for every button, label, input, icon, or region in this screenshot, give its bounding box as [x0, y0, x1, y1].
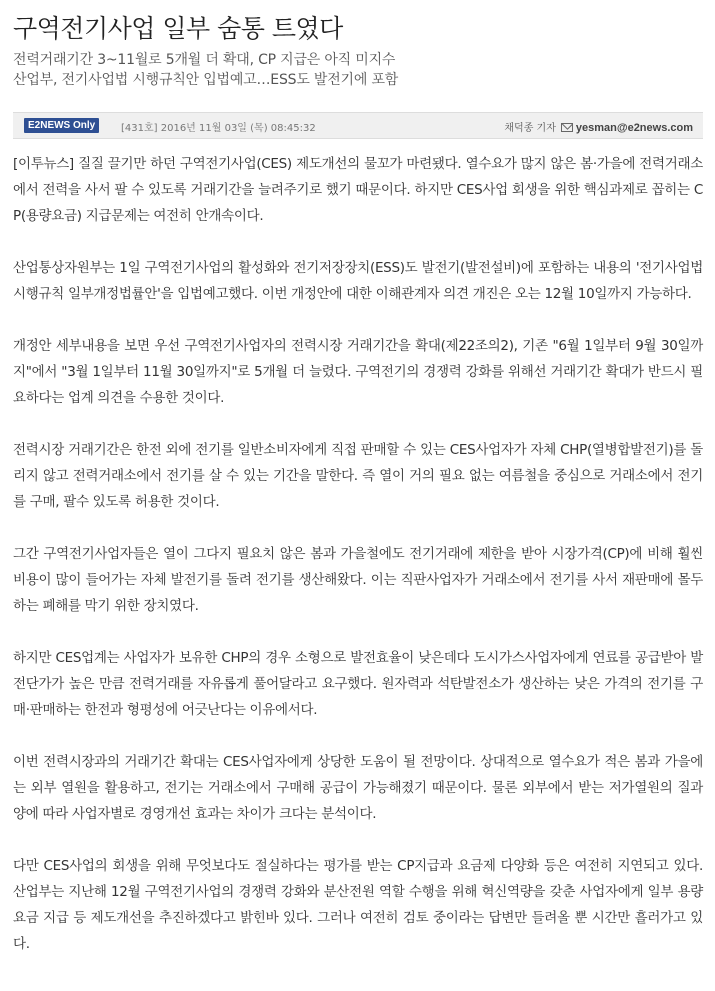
byline: [504, 119, 693, 134]
article-paragraph: 다만 CES사업의 회생을 위해 무엇보다도 절실하다는 평가를 받는 CP지급과 요금제 다양화 등은 여전히 지연되고 있다. 산업부는 지난해 12월 구역전기사업의 경쟁력 강화와 분산전원 역할 수행을 위해 혁신역량을 갖춘 사업자에게 일부 용량요금 지급 등 제도개선을 추진하겠다고 밝힌바 있다. 그러나 여전히 검토 중이라는 답변만 들려올 뿐 시간만 흘러가고 있다.: [13, 858, 703, 952]
article-paragraph: 전력시장 거래기간은 한전 외에 전기를 일반소비자에게 직접 판매할 수 있는 CES사업자가 자체 CHP(열병합발전기)를 돌리지 않고 전력거래소에서 전기를 살 수 있는 기간을 말한다. 즉 열이 거의 필요 없는 여름철을 중심으로 거래소에서 전기를 구매, 팔수 있도록 허용한 것이다.: [13, 442, 703, 510]
article-body: [13, 151, 703, 983]
article-meta-bar: [13, 112, 703, 139]
article-subtitle-2: 산업부, 전기사업법 시행규칙안 입법예고…ESS도 발전기에 포함: [13, 72, 399, 88]
article-paragraph: 그간 구역전기사업자들은 열이 그다지 필요치 않은 봄과 가을철에도 전기거래에 제한을 받아 시장가격(CP)에 비해 훨씬 비용이 많이 들어가는 자체 발전기를 돌려 전기를 생산해왔다. 이는 직판사업자가 거래소에서 전기를 사서 재판매에 몰두하는 폐해를 막기 위한 장치였다.: [13, 546, 703, 614]
article-paragraph: [이투뉴스] 질질 끌기만 하던 구역전기사업(CES) 제도개선의 물꼬가 마련됐다. 열수요가 많지 않은 봄·가을에 전력거래소에서 전력을 사서 팔 수 있도록 거래기간을 늘려주기로 했기 때문이다. 하지만 CES사업 회생을 위한 핵심과제로 꼽히는 CP(용량요금) 지급문제는 여전히 안개속이다.: [13, 156, 703, 224]
article-paragraph: 개정안 세부내용을 보면 우선 구역전기사업자의 전력시장 거래기간을 확대(제22조의2), 기존 "6월 1일부터 9월 30일까지"에서 "3월 1일부터 11월 30일까지"로 5개월 더 늘렸다. 구역전기의 경쟁력 강화를 위해선 거래기간 확대가 반드시 필요하다는 업계 의견을 수용한 것이다.: [13, 338, 703, 406]
issue-date: [431호] 2016년 11월 03일 (목) 08:45:32: [121, 123, 316, 134]
mail-icon: [561, 123, 573, 132]
article-subtitle-1: 전력거래기간 3~11월로 5개월 더 확대, CP 지급은 아직 미지수: [13, 52, 396, 68]
reporter-name: 채덕종 기자: [504, 123, 556, 134]
article-paragraph: 산업통상자원부는 1일 구역전기사업의 활성화와 전기저장장치(ESS)도 발전기(발전설비)에 포함하는 내용의 '전기사업법 시행규칙 일부개정법률안'을 입법예고했다. 이번 개정안에 대한 이해관계자 의견 개진은 오는 12월 10일까지 가능하다.: [13, 260, 703, 302]
reporter-email-link[interactable]: yesman@e2news.com: [575, 122, 693, 134]
exclusive-badge: E2NEWS Only: [24, 118, 99, 133]
article-headline: 구역전기사업 일부 숨통 트였다: [13, 14, 343, 43]
article-paragraph: 이번 전력시장과의 거래기간 확대는 CES사업자에게 상당한 도움이 될 전망이다. 상대적으로 열수요가 적은 봄과 가을에는 외부 열원을 활용하고, 전기는 거래소에서 구매해 공급이 가능해졌기 때문이다. 물론 외부에서 받는 저가열원의 질과 양에 따라 사업자별로 경영개선 효과는 차이가 크다는 분석이다.: [13, 754, 703, 822]
article-paragraph: 하지만 CES업계는 사업자가 보유한 CHP의 경우 소형으로 발전효율이 낮은데다 도시가스사업자에게 연료를 공급받아 발전단가가 높은 만큼 전력거래를 자유롭게 풀어달라고 요구했다. 원자력과 석탄발전소가 생산하는 낮은 가격의 전기를 구매·판매하는 한전과 형평성에 어긋난다는 이유에서다.: [13, 650, 703, 718]
